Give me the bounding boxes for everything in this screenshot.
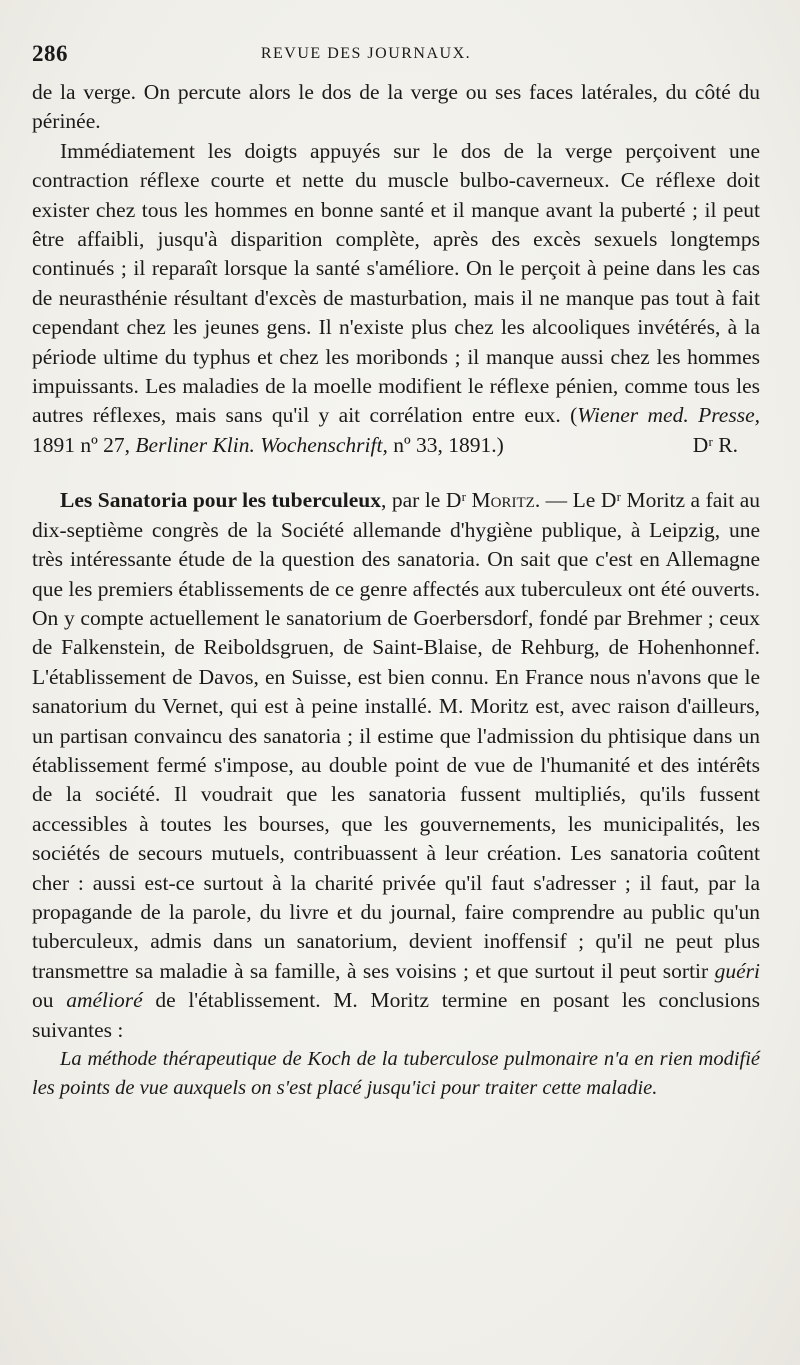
article-body-text: Le Dʳ Moritz a fait au dix-septième congrès de la Société allemande d'hygiène publique, à Leipzig, une très intéressante étude de la question des sanatoria. On sait que c'est en Allemagne que les premiers établissements de ce genre affectés aux tuberculeux ont été ouverts. On y compte actuellement le sanatorium de Goerbersdorf, fondé par Brehmer ; ceux de Falkenstein, de Reiboldsgruen, de Saint-Blaise, de Rehburg, de Hohenhonnef. L'établissement de Davos, en Suisse, est bien connu. En France nous n'avons que le sanatorium du Vernet, qui est à peine installé. M. Moritz est, avec raison d'ailleurs, un partisan convaincu des sanatoria ; il estime que l'admission du phtisique dans un établissement fermé s'impose, au double point de vue de l'humanité et des intérêts de la société. Il voudrait que les sanatoria fussent multipliés, qu'ils fussent accessibles à toutes les bourses, que les gouvernements, les municipalités, les sociétés de secours mutuels, contribuassent à leur création. Les sanatoria coûtent cher : aussi est-ce surtout à la charité privée qu'il faut s'adresser ; il faut, par la propagande de la parole, du livre et du journal, faire comprendre au public qu'un tuberculeux, admis dans un sanatorium, devient inoffensif ; qu'il ne peut plus transmettre sa maladie à sa famille, à ses voisins ; et que surtout il peut sortir xyxy=(32,488,761,983)
article-sanatoria xyxy=(32,486,760,1045)
source-citation-1: Wiener med. Presse, xyxy=(577,403,760,428)
emphasis-ameliore: amélioré xyxy=(66,988,143,1013)
paragraph-penile-reflex xyxy=(32,137,760,460)
article-title: Les Sanatoria pour les tuberculeux xyxy=(60,488,382,513)
page-number: 286 xyxy=(32,41,68,66)
paragraph-continuation xyxy=(32,78,760,137)
conjunction-ou: ou xyxy=(32,988,67,1013)
paragraph-continuation-text: de la verge. On percute alors le dos de la verge ou ses faces latérales, du côté du périnée. xyxy=(32,80,760,134)
conclusion-1 xyxy=(32,1045,760,1104)
article-body-text-end: de l'établissement. M. Moritz termine en posant les conclusions suivantes : xyxy=(32,988,760,1042)
article-author: Moritz xyxy=(471,488,535,513)
author-signature: Dʳ R. xyxy=(692,432,738,457)
byline-suffix: . — xyxy=(534,488,568,513)
running-title: REVUE DES JOURNAUX. xyxy=(260,45,472,62)
running-header xyxy=(32,36,760,72)
source-citation-1-details: 1891 nº 27, xyxy=(32,432,136,457)
byline-prefix: , par le Dʳ xyxy=(381,488,472,513)
conclusion-1-text: La méthode thérapeutique de Koch de la tuberculose pulmonaire n'a en rien modifié les points de vue auxquels on s'est placé jusqu'ici pour traiter cette maladie. xyxy=(32,1048,760,1100)
source-citation-2: Berliner Klin. Wochenschrift, xyxy=(135,432,388,457)
body-text xyxy=(32,78,760,1104)
source-citation-2-details: nº 33, 1891.) xyxy=(387,432,504,457)
paragraph-penile-reflex-text: Immédiatement les doigts appuyés sur le dos de la verge perçoivent une contraction réflexe courte et nette du muscle bulbo-caverneux. Ce réflexe doit exister chez tous les hommes en bonne santé et il manque avant la puberté ; il peut être affaibli, jusqu'à disparition complète, après des excès sexuels longtemps continués ; il reparaît lorsque la santé s'améliore. On le perçoit à peine dans les cas de neurasthénie résultant d'excès de masturbation, mais il ne manque pas tout à fait cependant chez les jeunes gens. Il n'existe plus chez les alcooliques invétérés, à la période ultime du typhus et chez les moribonds ; il manque aussi chez les hommes impuissants. Les maladies de la moelle modifient le réflexe pénien, comme tous les autres réflexes, mais sans qu'il y ait corrélation entre eux. ( xyxy=(32,138,760,428)
emphasis-gueri: guéri xyxy=(714,958,760,983)
